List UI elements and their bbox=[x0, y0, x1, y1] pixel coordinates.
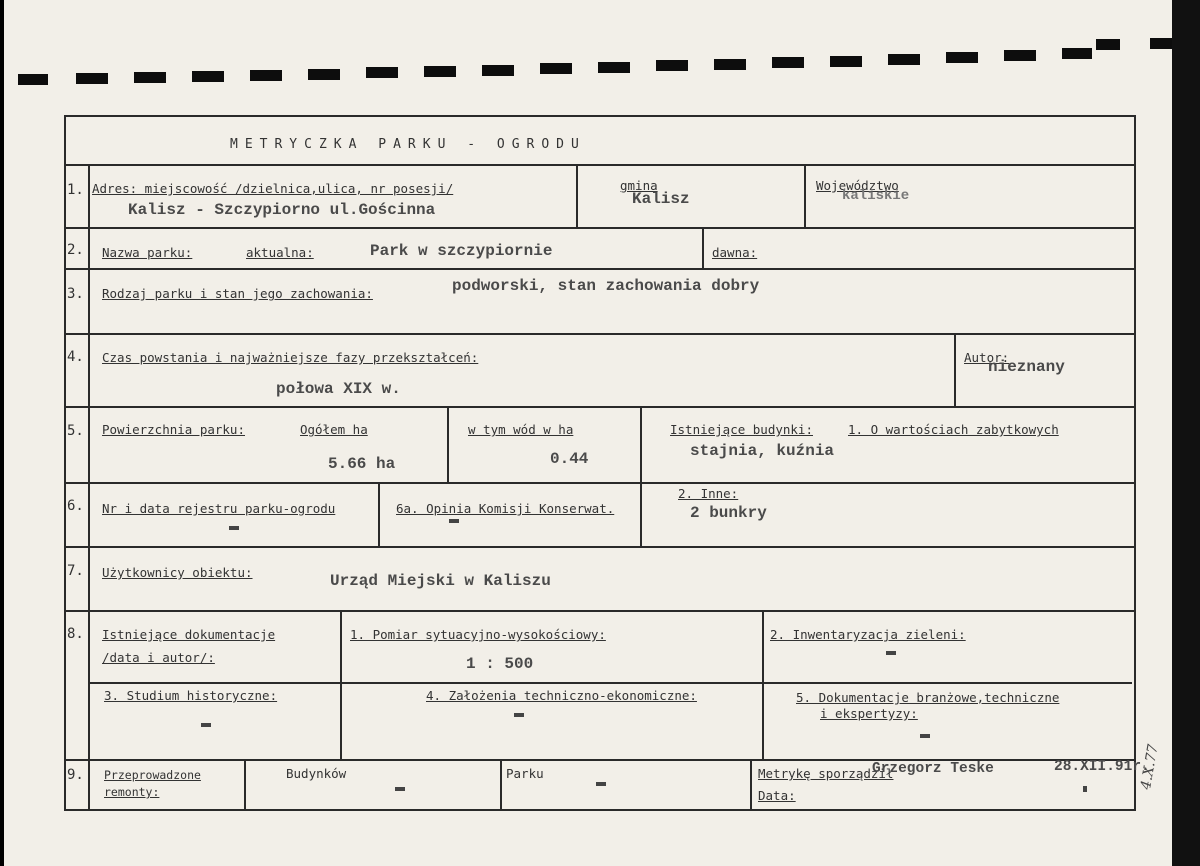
park-type-label: Rodzaj parku i stan jego zachowania: bbox=[102, 286, 373, 301]
date-value: 28.XII.91r. bbox=[1054, 759, 1150, 775]
history-study-value-dash bbox=[201, 723, 211, 727]
buildings-repairs-value-dash bbox=[395, 787, 405, 791]
row-number: 3. bbox=[67, 286, 84, 302]
history-study-label: 3. Studium historyczne: bbox=[104, 688, 278, 703]
park-name-label: Nazwa parku: bbox=[102, 245, 193, 260]
date-label: Data: bbox=[758, 788, 796, 803]
total-area-label: Ogółem ha bbox=[300, 422, 368, 437]
voivodeship-value: kaliskie bbox=[842, 188, 910, 204]
total-area-value: 5.66 ha bbox=[328, 455, 396, 473]
address-label: Adres: miejscowość /dzielnica,ulica, nr posesji/ bbox=[92, 181, 454, 196]
park-repairs-label: Parku bbox=[506, 766, 544, 781]
former-name-label: dawna: bbox=[712, 245, 758, 260]
survey-label: 1. Pomiar sytuacyjno-wysokościowy: bbox=[350, 627, 606, 642]
compiled-by-value: Grzegorz Teske bbox=[872, 761, 994, 777]
users-label: Użytkownicy obiektu: bbox=[102, 565, 253, 580]
form-title: METRYCZKA PARKU - OGRODU bbox=[230, 137, 586, 152]
other-label: 2. Inne: bbox=[678, 486, 739, 501]
buildings-label: Istniejące budynki: bbox=[670, 422, 813, 437]
row-number: 6. bbox=[67, 498, 84, 514]
register-value-dash bbox=[229, 526, 239, 530]
documentation-label: Istniejące dokumentacje bbox=[102, 627, 276, 642]
other-value: 2 bunkry bbox=[690, 504, 767, 522]
compiled-by-label: Metrykę sporządził bbox=[758, 766, 894, 781]
greenery-value-dash bbox=[886, 651, 896, 655]
register-label: Nr i data rejestru parku-ogrodu bbox=[102, 501, 336, 516]
stamp-dot bbox=[1083, 786, 1087, 792]
scan-edge bbox=[1172, 0, 1200, 866]
author-value: nieznany bbox=[988, 358, 1065, 376]
repairs-sublabel: remonty: bbox=[104, 785, 160, 799]
row-number: 4. bbox=[67, 349, 84, 365]
water-area-label: w tym wód w ha bbox=[468, 422, 574, 437]
park-type-value: podworski, stan zachowania dobry bbox=[452, 277, 760, 295]
area-label: Powierzchnia parku: bbox=[102, 422, 245, 437]
water-area-value: 0.44 bbox=[550, 450, 589, 468]
current-name-value: Park w szczypiornie bbox=[370, 242, 553, 260]
author-label: Autor: bbox=[964, 350, 1010, 365]
technical-assumptions-label: 4. Założenia techniczno-ekonomiczne: bbox=[426, 688, 697, 703]
technical-assumptions-value-dash bbox=[514, 713, 524, 717]
row-number: 8. bbox=[67, 626, 84, 642]
survey-value: 1 : 500 bbox=[466, 655, 534, 673]
row-number: 9. bbox=[67, 767, 84, 783]
buildings-value: stajnia, kuźnia bbox=[690, 442, 835, 460]
current-name-label: aktualna: bbox=[246, 245, 314, 260]
row-number: 7. bbox=[67, 563, 84, 579]
park-repairs-value-dash bbox=[596, 782, 606, 786]
expertise-label: 5. Dokumentacje branżowe,techniczne bbox=[796, 690, 1060, 705]
historic-buildings-label: 1. O wartościach zabytkowych bbox=[848, 422, 1059, 437]
opinion-value-dash bbox=[449, 519, 459, 523]
row-number: 1. bbox=[67, 182, 84, 198]
voivodeship-label: Województwo bbox=[816, 178, 899, 193]
gmina-label: gmina bbox=[620, 178, 658, 193]
handwritten-margin-note: 4.X.77 bbox=[1138, 743, 1162, 791]
documentation-sublabel: /data i autor/: bbox=[102, 650, 215, 665]
expertise-sublabel: i ekspertyzy: bbox=[820, 706, 918, 721]
origin-value: połowa XIX w. bbox=[276, 380, 401, 398]
users-value: Urząd Miejski w Kaliszu bbox=[330, 572, 551, 590]
repairs-label: Przeprowadzone bbox=[104, 768, 201, 782]
gmina-value: Kalisz bbox=[632, 190, 690, 208]
row-number: 2. bbox=[67, 242, 84, 258]
origin-label: Czas powstania i najważniejsze fazy przekształceń: bbox=[102, 350, 479, 365]
buildings-repairs-label: Budynków bbox=[286, 766, 347, 781]
expertise-value-dash bbox=[920, 734, 930, 738]
greenery-label: 2. Inwentaryzacja zieleni: bbox=[770, 627, 966, 642]
row-number: 5. bbox=[67, 423, 84, 439]
address-value: Kalisz - Szczypiorno ul.Gościnna bbox=[128, 201, 436, 219]
opinion-label: 6a. Opinia Komisji Konserwat. bbox=[396, 501, 615, 516]
